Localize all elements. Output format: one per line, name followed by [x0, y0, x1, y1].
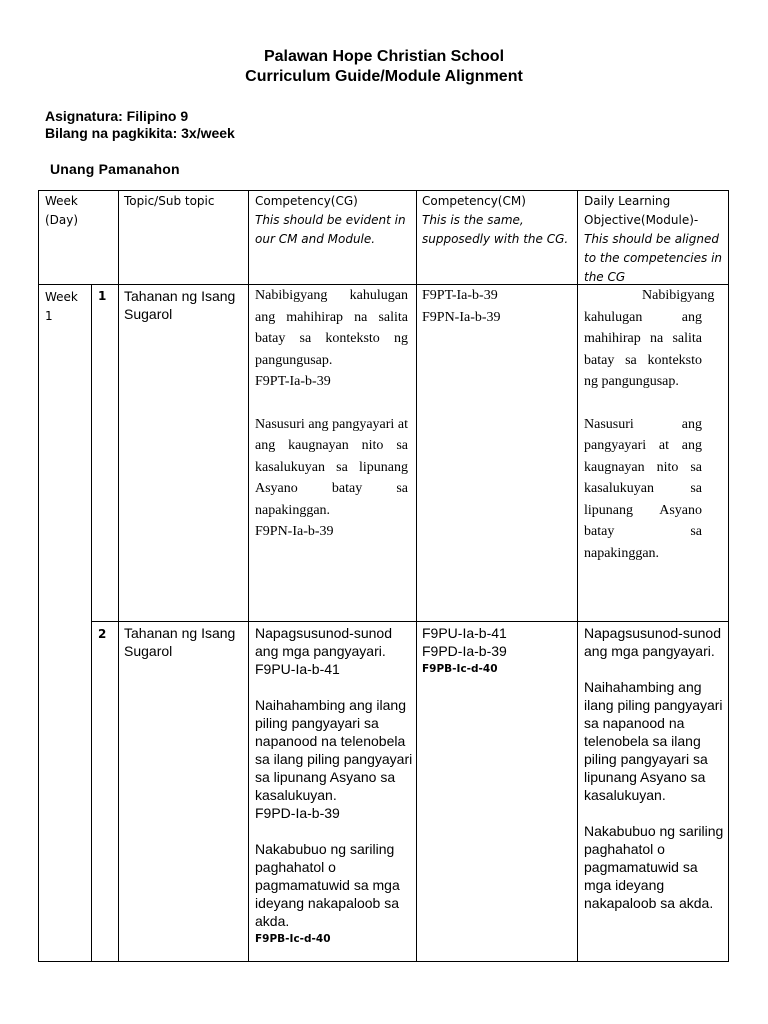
cg-code: F9PU-Ia-b-41 [255, 661, 340, 677]
header-topic-label: Topic/Sub topic [124, 194, 215, 208]
dlo-objective: Napagsusunod-sunod ang mga pangyayari. [584, 625, 721, 659]
cm-code: F9PU-Ia-b-41 [422, 625, 507, 641]
topic-cell: Tahanan ng Isang Sugarol [124, 625, 236, 659]
cg-code: F9PD-Ia-b-39 [255, 805, 340, 821]
topic-cell: Tahanan ng Isang Sugarol [124, 288, 236, 322]
header-topic [124, 192, 246, 211]
cg-cell [255, 624, 413, 948]
cg-code: F9PT-Ia-b-39 [255, 374, 331, 389]
cg-competency: Napagsusunod-sunod ang mga pangyayari. [255, 625, 392, 659]
cg-competency: Naihahambing ang ilang piling pangyayari sa napanood na telenobela sa ilang piling pangyayari sa lipunang Asyano sa kasalukuyan. [255, 697, 413, 803]
quarter-heading: Unang Pamanahon [50, 161, 180, 177]
header-cm-note: This is the same, supposedly with the CG. [422, 213, 569, 246]
header-cm-title: Competency(CM) [422, 194, 526, 208]
col-divider-day [91, 284, 92, 962]
row-divider [91, 621, 729, 622]
header-cg-title: Competency(CG) [255, 194, 358, 208]
cm-cell [422, 624, 572, 678]
day-number: 1 [98, 289, 107, 303]
subject-line: Asignatura: Filipino 9 [45, 108, 189, 124]
dlo-objective: Nasusuri ang pangyayari at ang kaugnayan nito sa kasalukuyan sa lipunang Asyano batay sa napakinggan. [584, 416, 702, 561]
header-competency-cm [422, 192, 576, 249]
frequency-line: Bilang na pagkikita: 3x/week [45, 125, 235, 141]
header-competency-cg [255, 192, 415, 249]
col-divider-cm [577, 191, 578, 962]
dlo-objective: Nakabubuo ng sariling paghahatol o pagmamatuwid sa mga ideyang nakapaloob sa akda. [584, 823, 724, 911]
col-divider-cg [416, 191, 417, 962]
day-number: 2 [98, 627, 107, 641]
alignment-table [38, 190, 729, 962]
week-number: 1 [45, 309, 53, 323]
cm-code: F9PD-Ia-b-39 [422, 643, 507, 659]
cg-competency: Nasusuri ang pangyayari at ang kaugnayan nito sa kasalukuyan sa lipunang Asyano batay sa napakinggan. [255, 416, 408, 518]
cg-competency: Nakabubuo ng sariling paghahatol o pagmamatuwid sa mga ideyang nakapaloob sa akda. [255, 841, 400, 929]
dlo-objective: Nabibigyang kahulugan ang mahihirap na salita batay sa konteksto ng pangungusap. [584, 288, 715, 389]
cg-cell [255, 285, 408, 543]
header-dlo-note: This should be aligned to the competencies in the CG [584, 232, 723, 284]
dlo-objective: Naihahambing ang ilang piling pangyayari sa napanood na telenobela sa ilang piling pangyayari sa lipunang Asyano sa kasalukuyan. [584, 679, 723, 803]
col-divider-week [118, 191, 119, 962]
header-cg-note: This should be evident in our CM and Module. [255, 213, 406, 246]
cm-code: F9PT-Ia-b-39 [422, 288, 498, 303]
header-week-label: Week [45, 194, 78, 208]
header-dlo-title: Daily Learning Objective(Module)- [584, 194, 699, 227]
cm-code: F9PB-Ic-d-40 [422, 663, 498, 675]
dlo-cell [584, 624, 727, 912]
week-label-text: Week [45, 290, 78, 304]
cg-competency: Nabibigyang kahulugan ang mahihirap na salita batay sa konteksto ng pangungusap. [255, 288, 408, 368]
header-week [45, 192, 115, 230]
cg-code: F9PN-Ia-b-39 [255, 524, 334, 539]
cm-cell [422, 285, 572, 328]
document-title: Curriculum Guide/Module Alignment [245, 68, 523, 85]
school-name: Palawan Hope Christian School [263, 48, 505, 65]
dlo-cell [584, 285, 715, 564]
cm-code: F9PN-Ia-b-39 [422, 309, 501, 325]
header-day-label: (Day) [45, 213, 79, 227]
cg-code: F9PB-Ic-d-40 [255, 933, 331, 945]
col-divider-topic [248, 191, 249, 962]
header-daily-objective [584, 192, 727, 287]
week-label [45, 288, 90, 326]
